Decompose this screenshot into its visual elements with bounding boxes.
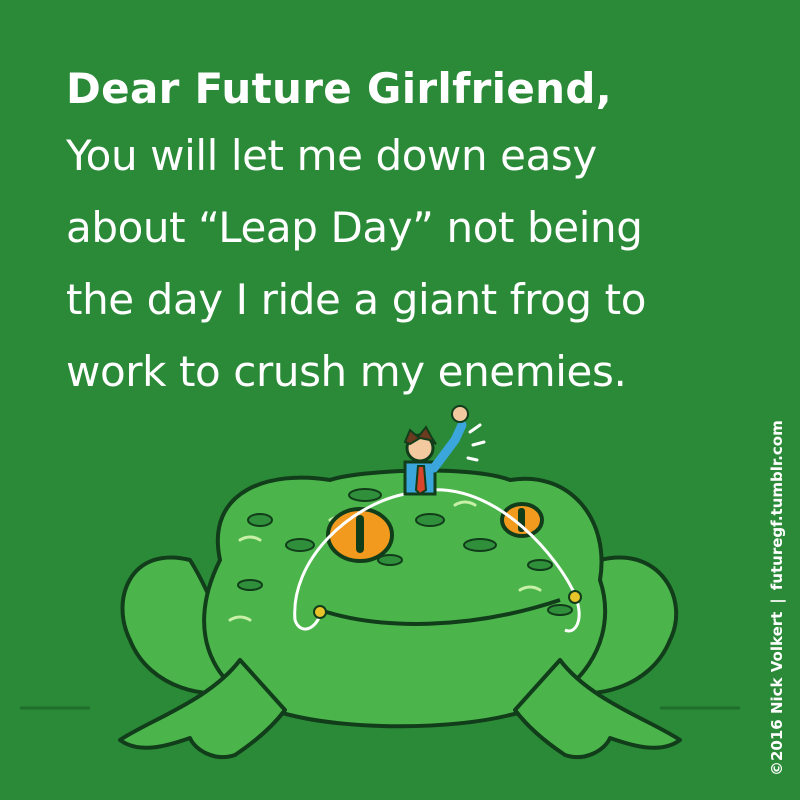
letter-line-2: about “Leap Day” not being: [66, 203, 643, 252]
letter-line-1: You will let me down easy: [66, 131, 597, 180]
action-marks: [468, 425, 484, 460]
letter-line-4: work to crush my enemies.: [66, 347, 627, 396]
credit-line: [768, 420, 786, 776]
salutation: Dear Future Girlfriend,: [66, 64, 612, 113]
site-link: futuregf.tumblr.com: [768, 420, 786, 591]
frog-left-eye: [328, 509, 392, 561]
copyright-text: ©2016 Nick Volkert: [768, 611, 786, 776]
letter-line-3: the day I ride a giant frog to: [66, 275, 646, 324]
credit-separator: |: [768, 598, 786, 604]
frog-right-eye: [502, 504, 542, 536]
